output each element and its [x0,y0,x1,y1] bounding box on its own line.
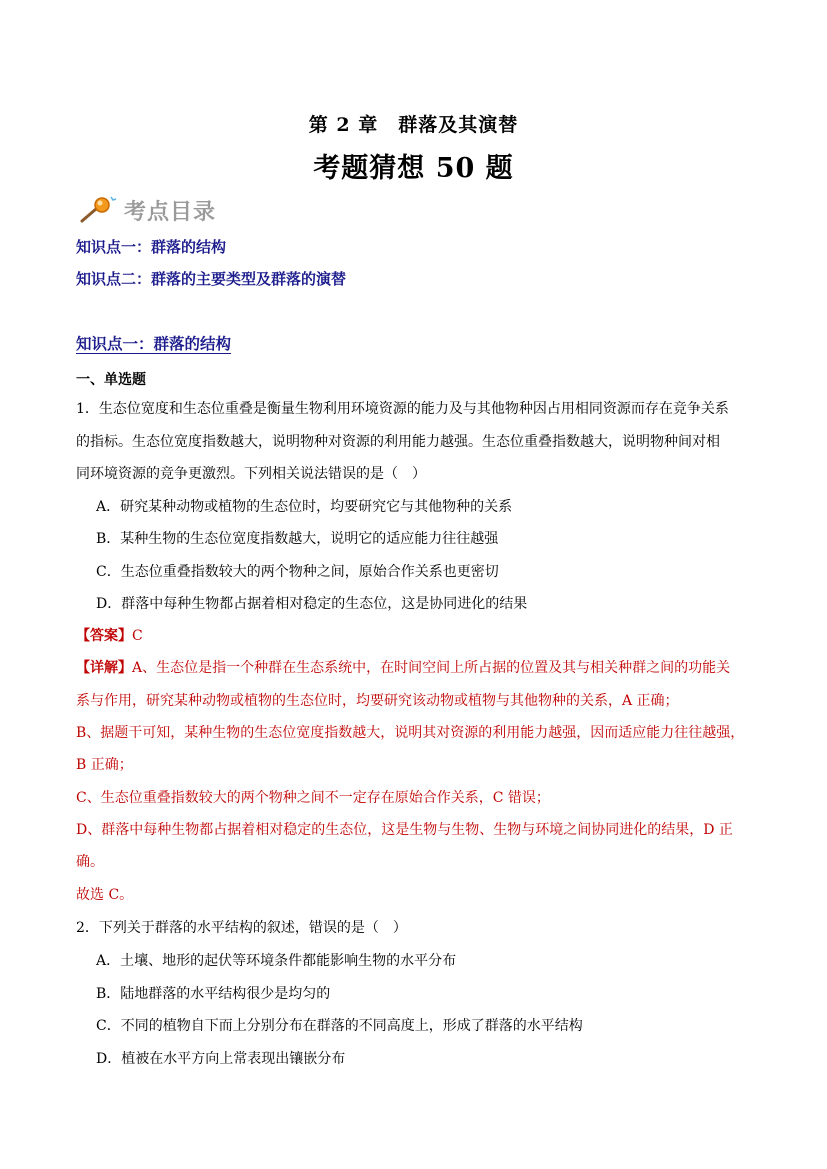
answer-label: 【答案】 [76,628,132,644]
magnifier-icon [78,195,118,225]
q1-option-c: C．生态位重叠指数较大的两个物种之间，原始合作关系也更密切 [96,564,499,580]
q1-stem-line: 1．生态位宽度和生态位重叠是衡量生物利用环境资源的能力及与其他物种因占用相同资源而存在竞争关系 [76,401,729,417]
toc-heading [78,194,216,226]
section-heading: 知识点一：群落的结构 [76,334,232,353]
q1-conclusion: 故选 C。 [76,887,134,903]
q1-option-d: D．群落中每种生物都占据着相对稳定的生态位，这是协同进化的结果 [96,596,528,612]
toc-link-knowledge-2[interactable]: 知识点二：群落的主要类型及群落的演替 [76,270,347,288]
q1-detail-line: D、群落中每种生物都占据着相对稳定的生态位，这是生物与生物、生物与环境之间协同进化的结果，D 正 [76,822,733,838]
q1-detail-line: B 正确； [76,757,133,773]
part-heading: 一、单选题 [76,372,146,388]
detail-text: A、生态位是指一个种群在生态系统中，在时间空间上所占据的位置及其与相关种群之间的功能关 [132,660,731,676]
q1-option-a: A．研究某种动物或植物的生态位时，均要研究它与其他物种的关系 [96,499,513,515]
q2-option-b: B．陆地群落的水平结构很少是均匀的 [96,986,331,1002]
q1-answer [76,626,756,646]
q1-detail-line [76,658,756,678]
q1-option-b: B．某种生物的生态位宽度指数越大，说明它的适应能力往往越强 [96,531,499,547]
q1-stem-line: 同环境资源的竞争更激烈。下列相关说法错误的是（ ） [76,466,426,482]
q1-detail-line: 确。 [76,854,104,870]
q1-detail-line: B、据题干可知，某种生物的生态位宽度指数越大，说明其对资源的利用能力越强，因而适应能力往往越强， [76,725,745,741]
q2-option-c: C．不同的植物自下而上分别分布在群落的不同高度上，形成了群落的水平结构 [96,1018,583,1034]
detail-label: 【详解】 [76,660,132,676]
main-title: 考题猜想 50 题 [313,153,514,184]
toc-link-knowledge-1[interactable]: 知识点一：群落的结构 [76,238,227,256]
q2-option-a: A．土壤、地形的起伏等环境条件都能影响生物的水平分布 [96,953,457,969]
q2-stem: 2．下列关于群落的水平结构的叙述，错误的是（ ） [76,920,407,936]
answer-value: C [132,628,143,644]
chapter-title: 第 2 章 群落及其演替 [308,114,519,136]
q1-detail-line: 系与作用，研究某种动物或植物的生态位时，均要研究该动物或植物与其他物种的关系，A 正确； [76,693,679,709]
q2-option-d: D．植被在水平方向上常表现出镶嵌分布 [96,1051,346,1067]
q1-detail-line: C、生态位重叠指数较大的两个物种之间不一定存在原始合作关系，C 错误； [76,790,550,806]
q1-stem-line: 的指标。生态位宽度指数越大，说明物种对资源的利用能力越强。生态位重叠指数越大，说明物种间对相 [76,434,720,450]
toc-heading-text: 考点目录 [124,199,217,225]
